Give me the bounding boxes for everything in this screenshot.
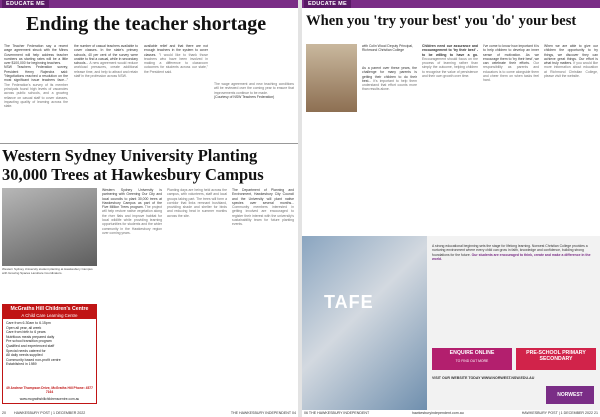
norwest-college-ad[interactable]: [302, 236, 600, 410]
headline-wsu-line2: 30,000 Trees at Hawkesbury Campus: [2, 165, 264, 184]
ad-feature-list: [3, 321, 96, 367]
section-tag: EDUCATE ME: [2, 0, 49, 8]
ad-chalkboard-text: TAFE: [324, 292, 374, 312]
ad-feature: Open all year, all week: [6, 325, 42, 330]
ad-photo: [302, 236, 427, 410]
story2-col3: The Department of Planning and Environment, Hawkesbury City Council and the University will plant native species over several months... Community members interested in getting involved are encouraged to register their interest with the university's sustainability team for future planting events.: [232, 188, 294, 227]
article-col1: As a parent over these years, the challenge for many parents is getting their children to do their best... It's important to help them understand that effort counts more than results alone.: [362, 66, 417, 92]
mcgraths-childcare-ad[interactable]: [2, 304, 97, 404]
button-title: ENQUIRE ONLINE: [449, 350, 495, 356]
story1-col2: the number of casual teachers available to cover classes. In the state's primary schools, 40 per cent of the survey were unable to find a casual, while in secondary schools... A new agreement would reduce workload pressures, create additional release time, and help to attract and retain staff in the profession across NSW.: [74, 44, 138, 79]
enquire-online-button[interactable]: [432, 348, 512, 370]
article-col3: I've come to know how important it is to help children to develop an inner sense of motivation. As we encourage them to 'try their best', we can celebrate their efforts. Our responsibility as parents and educators is to come alongside them and cheer them on when tasks feel hard.: [483, 44, 539, 83]
tree-planting-photo: [2, 188, 97, 266]
ad-feature: Community based non-profit centre: [6, 357, 61, 362]
story2-col1: Western Sydney University is partnering with Greening Our City and local councils to plant 30,000 trees at Hawkesbury Campus as part of the Five Million Trees program. The project will help restore native vegetation along the river flats and improve habitat for local wildlife while providing learning opportunities for students and the wider community in the Hawkesbury region over coming years.: [102, 188, 162, 235]
article-pull-quote: Children need our assurance and encouragement to 'try their best' - to be willing to have a go.: [422, 44, 478, 57]
ad-feature: Care from 6.30am to 6.15pm: [6, 321, 51, 325]
author-photo: [306, 44, 357, 112]
left-page: [0, 0, 298, 417]
story1-paragraph: the number of casual teachers available to cover classes. In the state's primary schools, 40 per cent of the survey were unable to find a casual, while in secondary schools...: [74, 44, 138, 66]
ad-title: McGraths Hill Children's Centre: [3, 305, 96, 313]
headline-try-your-best: When you 'try your best' you 'do' your best: [306, 13, 577, 29]
story1-source: (Courtesy of NSW Teachers Federation): [214, 94, 275, 99]
ad-feature: Qualified and experienced staff: [6, 343, 55, 348]
headline-wsu-line1: Western Sydney University Planting: [2, 146, 258, 165]
ad-feature: Established in 1989: [6, 362, 37, 367]
story1-paragraph: NSW Teachers Federation survey, President Henry Rajendra said: "Negotiations reached a resolution on the most significant issue teachers face...": [4, 65, 68, 83]
photo-caption: Western Sydney University student planting at Hawkesbury Campus with Growing Spaces Landcare Coordinators.: [2, 267, 93, 275]
story1-col4: The wage agreement and new teaching conditions will be reviewed over the coming year to ensure that improvements continue to be made. (Courtesy of NSW Teachers Federation): [214, 82, 294, 99]
button-subtitle: TO FIND OUT MORE: [455, 358, 489, 363]
ad-website[interactable]: www.mcgrathshillchildrenscentre.com.au: [19, 397, 80, 401]
story2-paragraph: Western Sydney University is partnering with Greening Our City and local councils to plant 30,000 trees at Hawkesbury Campus as part of the Five Million Trees program.: [102, 188, 162, 210]
headline-teacher-shortage: Ending the teacher shortage: [26, 13, 267, 35]
ad-website-cta[interactable]: VISIT OUR WEBSITE TODAY WWW.NORWEST.NSW.EDU.AU: [432, 376, 535, 380]
story1-paragraph: available relief and that there are not enough teachers in the system to cover classes.: [144, 44, 208, 57]
article-col2: Children need our assurance and encouragement to 'try their best' - to be willing to have a go. Encouragement should focus on the process of learning rather than simply the outcome, helping children to recognise the value of persistence and their own growth over time.: [422, 44, 478, 79]
story1-col3: available relief and that there are not enough teachers in the system to cover classes. "I would like to thank those teachers who have been involved in making a difference to classroom outcomes for students across our state," the President said.: [144, 44, 208, 74]
ad-copy-text: A strong educational beginning sets the stage for lifelong learning. Norwest Christian College provides a nurturing environment where every child can grow in faith, knowledge and confidence, building strong foundations for the future.: [432, 244, 588, 257]
footer-page-number: HAWKESBURY POST | 1 DECEMBER 2022 21: [521, 411, 598, 415]
page-number: 20: [2, 411, 6, 415]
ad-copy: [432, 244, 596, 262]
footer-publication: HAWKESBURY POST | 1 DECEMBER 2022: [14, 411, 86, 415]
right-page: [302, 0, 600, 417]
story1-col1: The Teacher Federation say a recent wage agreement struck with the Minns Government will help address teacher numbers as starting rates will be a little over $100,000 for beginning teachers. NSW Teachers Federation survey, President Henry Rajendra said: "Negotiations reached a resolution on the most significant issue teachers face..." The Federation's survey of its member principals found high levels of vacancies across public schools, and a growing reliance on casual staff to cover classes, impacting quality of learning across the state.: [4, 44, 68, 109]
ad-feature: Pre school transition program: [6, 339, 52, 344]
school-levels-badge: PRE-SCHOOL PRIMARY SECONDARY: [516, 348, 596, 370]
footer-publication-right: THE HAWKESBURY INDEPENDENT 04: [230, 411, 296, 415]
norwest-logo: NORWEST: [546, 386, 594, 404]
ad-copy-emphasis: Our students are encouraged to think, create and make a difference in the world.: [432, 252, 591, 262]
article-paragraph: When we are able to give our children the opportunity to try things, we discover they can achieve great things. Our effort is what truly matters.: [544, 44, 598, 66]
ad-feature: Nutritious meals prepared daily: [6, 334, 55, 339]
ad-feature: All daily needs supplied: [6, 353, 43, 358]
author-byline: with Colin Wood Deputy Principal, Richmond Christian College: [362, 44, 414, 53]
story1-paragraph: The Teacher Federation say a recent wage agreement struck with the Minns Government will help address teacher numbers as starting rates will be a little over $100,000 for beginning teachers.: [4, 44, 68, 66]
story2-col2: Planting days are being held across the campus, with volunteers, staff and local groups taking part. The trees will form a corridor that links remnant bushland, providing shade and shelter for birds and reducing heat in summer months across the site.: [167, 188, 227, 218]
story2-paragraph: The Department of Planning and Environment, Hawkesbury City Council and the University will plant native species over several months...: [232, 188, 294, 205]
ad-address: 49 Andrew Thompson Drive, McGraths Hill Phone: 4577 7164: [6, 386, 93, 394]
footer-website[interactable]: hawkesburyindependent.com.au: [412, 411, 464, 415]
footer-publication: 06 THE HAWKESBURY INDEPENDENT: [304, 411, 370, 415]
article-paragraph: I've come to know how important it is to help children to develop an inner sense of motivation. As we encourage them to 'try their best', we can celebrate their efforts.: [483, 44, 539, 66]
ad-subtitle: A Child Care Learning Centre: [3, 313, 96, 319]
section-tag: EDUCATE ME: [304, 0, 351, 8]
article-paragraph: As a parent over these years, the challenge for many parents is getting their children to do their best...: [362, 66, 417, 83]
article-col4: When we are able to give our children the opportunity to try things, we discover they can achieve great things. Our effort is what truly matters. If you would like more information about education at Richmond Christian College, please visit the website.: [544, 44, 598, 79]
ad-feature: Care from birth to 6 years: [6, 330, 46, 335]
divider: [0, 143, 298, 144]
ad-feature: Special needs catered for: [6, 348, 46, 353]
